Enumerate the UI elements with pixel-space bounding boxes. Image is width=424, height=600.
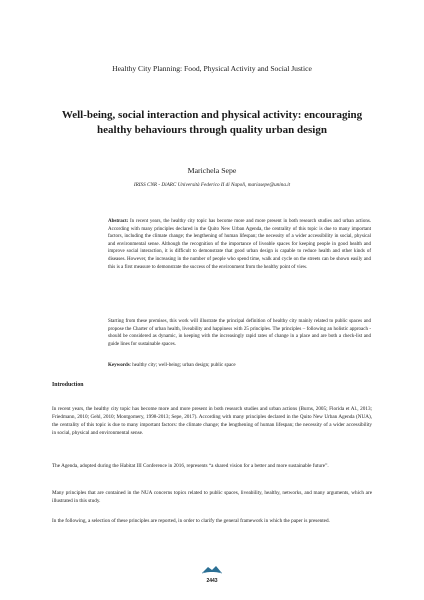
page-number: 2443 <box>206 578 218 584</box>
abstract-label: Abstract: <box>108 219 129 224</box>
keywords-label: Keywords <box>108 363 130 368</box>
publisher-logo-icon <box>202 565 222 574</box>
paper-title: Well-being, social interaction and physical activity: encouraging healthy behaviours through quality urban design <box>61 109 363 136</box>
intro-paragraph-4: In the following, a selection of these principles are reported, in order to clarify the general framework in which the paper is presented. <box>52 518 330 524</box>
keywords-text: : healthy city; well-being; urban design; public space <box>129 363 236 368</box>
abstract-text-1: In recent years, the healthy city topic has become more and more present in both research studies and urban actions. According with many principles declared in the Quito New Urban Agenda, the centrality of this topic is due to many important factors, including the climate change; the lengthening of human lifespan; the necessity of a wider accessibility in social, physical and environmental sense. Although the recognition of the importance of liveable spaces for keeping people in good health and improve social interaction, it is difficult to demonstrate that good urban design is capable to reduce health and other kinds of diseases. However, the increasing in the number of people who spend time, walk and cycle on the streets can be shown easily and this is a first measure to demonstrate the success of the environment from the healthy point of view. <box>108 219 372 270</box>
intro-paragraph-2: The Agenda, adopted during the Habitat III Conference in 2016, represents “a shared vision for a better and more sustainable future”. <box>52 463 329 469</box>
abstract-paragraph-1 <box>108 218 371 271</box>
intro-paragraph-3: Many principles that are contained in the NUA concerns topics related to public spaces, liveability, healthy, networks, and many arguments, which are illustrated in this study. <box>52 490 372 504</box>
author-affiliation: IRISS CNR - DiARC Università Federico II di Napoli, mariasepe@unina.it <box>133 182 291 188</box>
book-title: Healthy City Planning: Food, Physical Activity and Social Justice <box>112 64 312 73</box>
keywords <box>108 363 371 368</box>
author-name: Marichela Sepe <box>187 166 237 175</box>
intro-paragraph-1: In recent years, the healthy city topic has become more and more present in both research studies and urban actions (Burns, 2005; Florida et Al., 2013; Friedmann, 2010; Gehl, 2010; Montgomery, 1998-2013; Sepe, 2017). According with many principles declared in the Quito New Urban Agenda (NUA), the centrality of this topic is due to many important factors: the climate change; the lengthening of human lifespan; the necessity of a wider accessibility in social, physical and environmental sense. <box>52 406 372 436</box>
section-heading-introduction: Introduction <box>52 382 84 388</box>
abstract-paragraph-2: Starting from these premises, this work will illustrate the principal definition of healthy city mainly related to public spaces and propose the Charter of urban health, liveability and happiness with 25 principles. The principles – following an holistic approach - should be considered as dynamic, in keeping with the increasingly rapid rates of change in a place and are both a check-list and guide lines for sustainable spaces. <box>108 319 371 347</box>
